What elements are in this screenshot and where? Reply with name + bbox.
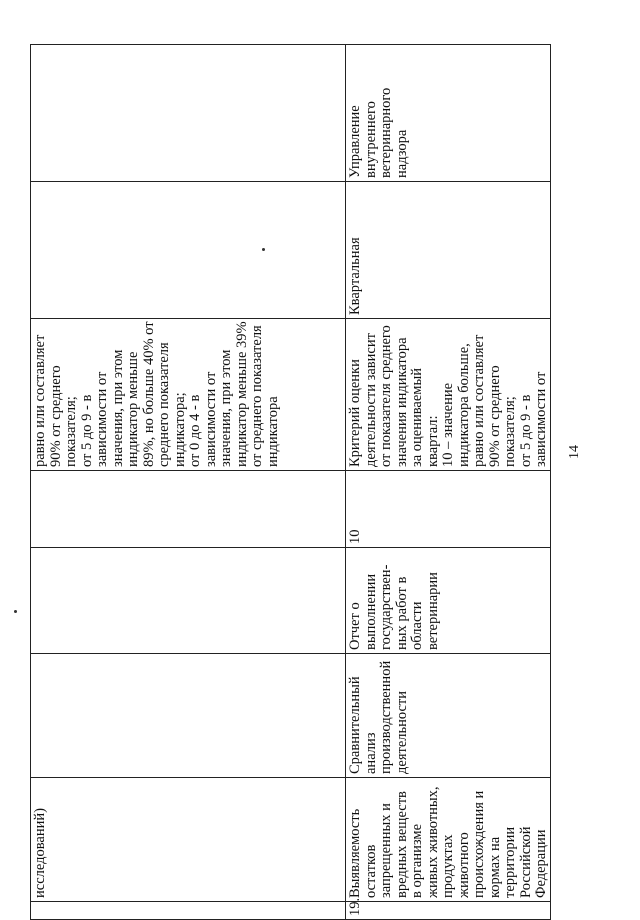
cell-responsible [31,45,346,182]
method-line: анализ [362,732,379,774]
responsible-line: надзора [393,129,410,178]
cell-criteria [346,319,551,471]
indicator-line: территории [502,826,518,898]
criteria-line: индикатора [264,396,281,467]
responsible-line: ветеринарного [378,87,394,178]
indicator-line: исследований) [32,808,48,898]
indicator-line: продуктах [440,834,456,898]
indicator-line: вредных веществ [393,791,410,898]
source-line: Отчет о [347,602,363,650]
criteria-line: деятельности зависит [362,333,379,467]
criteria-line: Критерий оценки [347,359,363,467]
indicator-line: Федерации [533,829,549,898]
cell-indicator [31,778,346,902]
criteria-line: 89%, но больше 40% от [140,321,157,467]
criteria-line: равно или составляет [32,334,48,467]
responsible-line: Управление [347,105,363,178]
scan-speck [14,610,17,613]
periodicity: Квартальная [347,237,363,315]
cell-criteria [31,319,346,471]
method-line: Сравнительный [347,676,363,774]
cell-method [31,654,346,778]
indicator-line: в организме [409,823,425,898]
criteria-line: значения индикатора [393,337,410,467]
method-line: деятельности [393,690,410,774]
method-line: производственной [378,660,394,774]
cell-max-score [346,471,551,548]
criteria-line: среднего показателя [156,342,172,467]
criteria-line: индикатора; [171,392,188,467]
indicator-line: живых животных, [424,786,441,898]
criteria-line: зависимости от [533,371,549,467]
indicator-line: Выявляемость [347,808,363,898]
source-line: выполнении [362,573,379,650]
indicator-table [30,44,551,920]
criteria-line: от среднего показателя [249,325,265,467]
criteria-line: зависимости от [94,371,110,467]
criteria-line: за оцениваемый [409,368,425,467]
table-row-continuation [31,45,346,920]
indicator-line: Российской [517,826,534,898]
criteria-line: значения, при этом [218,349,234,467]
cell-number [346,897,551,920]
cell-source [346,548,551,654]
cell-indicator [346,778,551,902]
criteria-line: индикатор меньше 39% [233,321,250,467]
cell-periodicity [31,182,346,319]
responsible-line: внутреннего [362,101,379,178]
criteria-line: 90% от среднего [486,365,503,467]
cell-source [31,548,346,654]
criteria-line: 90% от среднего [47,365,64,467]
cell-number [31,902,346,920]
indicator-line: животного [455,832,472,898]
criteria-line: индикатора больше, [455,343,472,467]
criteria-line: от показателя среднего [378,325,394,467]
criteria-line: индикатор меньше [125,351,141,467]
criteria-line: показателя; [63,396,79,467]
criteria-line: 10 – значение [440,382,456,467]
indicator-line: кормах на [486,836,503,898]
criteria-line: квартал: [424,415,441,467]
criteria-line: показателя; [502,396,518,467]
source-line: ветеринарии [424,572,441,650]
cell-method [346,654,551,778]
criteria-line: зависимости от [202,371,219,467]
criteria-line: от 5 до 9 - в [78,394,95,467]
criteria-line: от 5 до 9 - в [517,394,534,467]
indicator-line: происхождения и [471,790,487,898]
source-line: ных работ в [393,576,410,650]
criteria-line: значения, при этом [109,349,126,467]
cell-max-score [31,471,346,548]
table-row-19 [346,45,551,920]
row-number: 19. [347,897,363,916]
source-line: государствен- [378,564,394,650]
criteria-line: от 0 до 4 - в [187,394,203,467]
rotated-table-frame [30,45,549,920]
indicator-line: запрещенных и [378,803,394,898]
page-number: 14 [567,445,582,459]
cell-responsible [346,45,551,182]
max-score: 10 [347,529,363,544]
source-line: области [409,601,425,650]
criteria-line: равно или составляет [471,334,487,467]
cell-periodicity [346,182,551,319]
indicator-line: остатков [362,844,379,898]
